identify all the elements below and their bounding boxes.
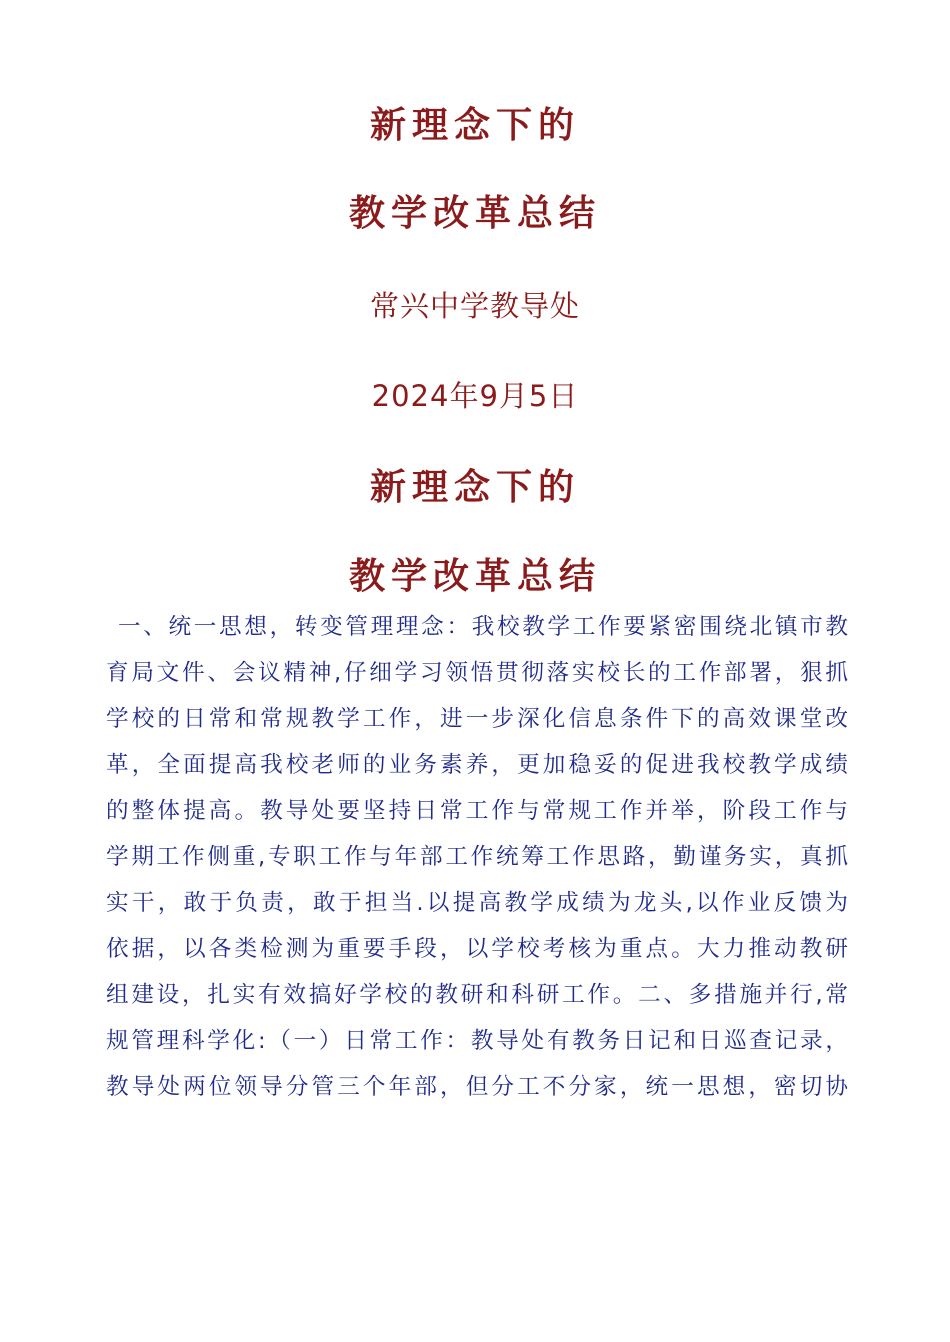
body-line: 学期工作侧重,专职工作与年部工作统筹工作思路，勤谨务实，真抓 [106,844,848,870]
body-line: 规管理科学化:（一）日常工作：教导处有教务日记和日巡查记录， [106,1028,848,1054]
body-paragraph [106,604,848,1110]
repeat-title-line-2: 教学改革总结 [348,556,601,597]
document-title-line-2: 教学改革总结 [348,193,601,234]
school-name: 常兴中学教导处 [369,289,580,323]
body-line: 革，全面提高我校老师的业务素养，更加稳妥的促进我校教学成绩 [106,752,848,778]
body-line: 实干，敢于负责，敢于担当.以提高教学成绩为龙头,以作业反馈为 [106,890,848,916]
document-date: 2024年9月5日 [371,379,579,413]
body-line: 的整体提高。教导处要坚持日常工作与常规工作并举，阶段工作与 [106,798,848,824]
body-line: 组建设，扎实有效搞好学校的教研和科研工作。二、多措施并行,常 [106,982,848,1008]
body-line: 教导处两位领导分管三个年部，但分工不分家，统一思想，密切协 [106,1074,848,1100]
body-line: 一、统一思想，转变管理理念：我校教学工作要紧密围绕北镇市教 [118,614,848,640]
body-line: 学校的日常和常规教学工作，进一步深化信息条件下的高效课堂改 [106,706,848,732]
repeat-title-line-1: 新理念下的 [369,467,580,508]
document-title-line-1: 新理念下的 [369,105,580,146]
body-line: 育局文件、会议精神,仔细学习领悟贯彻落实校长的工作部署，狠抓 [106,660,848,686]
body-line: 依据，以各类检测为重要手段，以学校考核为重点。大力推动教研 [106,936,848,962]
